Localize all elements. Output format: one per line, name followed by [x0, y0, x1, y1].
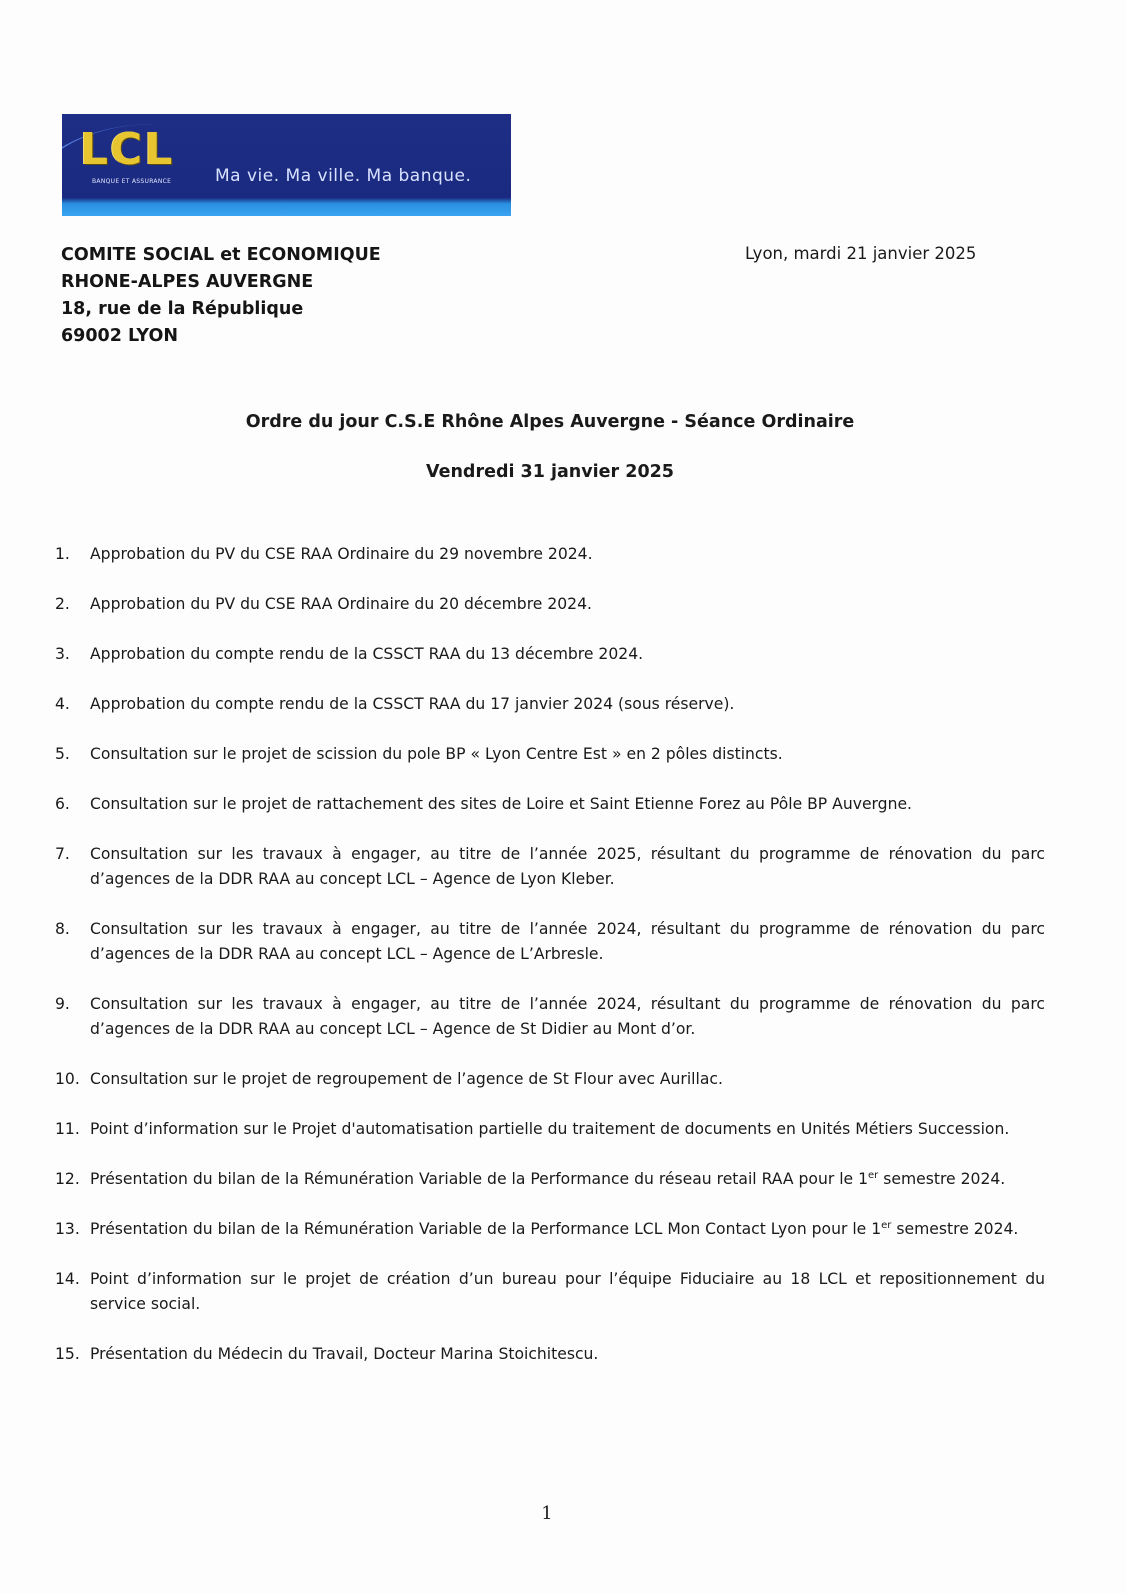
item-number: 11. [55, 1120, 80, 1138]
item-number: 1. [55, 545, 70, 563]
agenda-item [55, 992, 1045, 1042]
item-text-part: Présentation du bilan de la Rémunération Variable de la Performance LCL Mon Contact Lyon pour le 1 [90, 1220, 882, 1238]
item-text: Approbation du compte rendu de la CSSCT RAA du 17 janvier 2024 (sous réserve). [90, 695, 735, 713]
sender-city: 69002 LYON [61, 326, 178, 346]
item-text: Consultation sur le projet de rattachement des sites de Loire et Saint Etienne Forez au Pôle BP Auvergne. [90, 795, 913, 813]
agenda-item [55, 1117, 1045, 1142]
agenda-item [55, 1342, 1045, 1367]
item-text: Approbation du compte rendu de la CSSCT RAA du 13 décembre 2024. [90, 645, 644, 663]
item-text-part: semestre 2024. [891, 1220, 1019, 1238]
item-number: 7. [55, 845, 70, 863]
sender-address [61, 242, 381, 350]
item-text [90, 1167, 1045, 1192]
item-number: 13. [55, 1220, 80, 1238]
page-number: 1 [541, 1503, 553, 1524]
agenda-item [55, 1167, 1045, 1192]
sender-organization: COMITE SOCIAL et ECONOMIQUE [61, 245, 381, 265]
item-number: 10. [55, 1070, 80, 1088]
item-text: Consultation sur les travaux à engager, au titre de l’année 2024, résultant du programme de rénovation du parc d’agences de la DDR RAA au concept LCL – Agence de St Didier au Mont d’or. [90, 995, 1045, 1038]
item-number: 4. [55, 695, 70, 713]
agenda-item [55, 917, 1045, 967]
agenda-item [55, 742, 1045, 767]
sender-region: RHONE-ALPES AUVERGNE [61, 272, 314, 292]
agenda-item [55, 692, 1045, 717]
item-text: Présentation du Médecin du Travail, Docteur Marina Stoichitescu. [90, 1345, 599, 1363]
lcl-logo: LCL [80, 124, 175, 175]
item-text: Approbation du PV du CSE RAA Ordinaire du 29 novembre 2024. [90, 545, 593, 563]
agenda-item [55, 792, 1045, 817]
agenda-item [55, 842, 1045, 892]
letter-date: Lyon, mardi 21 janvier 2025 [745, 244, 977, 263]
banner-slogan: Ma vie. Ma ville. Ma banque. [215, 166, 472, 186]
item-text: Consultation sur le projet de regroupement de l’agence de St Flour avec Aurillac. [90, 1070, 723, 1088]
superscript: er [868, 1169, 879, 1181]
item-number: 8. [55, 920, 70, 938]
meeting-date: Vendredi 31 janvier 2025 [426, 462, 674, 482]
item-number: 14. [55, 1270, 80, 1288]
item-number: 6. [55, 795, 70, 813]
item-text-part: semestre 2024. [878, 1170, 1006, 1188]
item-number: 12. [55, 1170, 80, 1188]
item-number: 9. [55, 995, 70, 1013]
item-text: Approbation du PV du CSE RAA Ordinaire du 20 décembre 2024. [90, 595, 592, 613]
item-text: Consultation sur les travaux à engager, au titre de l’année 2025, résultant du programme de rénovation du parc d’agences de la DDR RAA au concept LCL – Agence de Lyon Kleber. [90, 845, 1045, 888]
logo-subtitle: BANQUE ET ASSURANCE [92, 178, 172, 185]
agenda-item [55, 592, 1045, 617]
agenda-item [55, 1217, 1045, 1242]
agenda-list [55, 542, 1045, 1392]
agenda-item [55, 1267, 1045, 1317]
item-number: 15. [55, 1345, 80, 1363]
item-text [90, 1217, 1045, 1242]
agenda-item [55, 642, 1045, 667]
lcl-banner [62, 114, 511, 216]
sender-street: 18, rue de la République [61, 299, 304, 319]
item-number: 2. [55, 595, 70, 613]
item-text: Consultation sur les travaux à engager, au titre de l’année 2024, résultant du programme de rénovation du parc d’agences de la DDR RAA au concept LCL – Agence de L’Arbresle. [90, 920, 1045, 963]
document-title: Ordre du jour C.S.E Rhône Alpes Auvergne - Séance Ordinaire [245, 412, 855, 432]
item-number: 3. [55, 645, 70, 663]
item-text: Point d’information sur le Projet d'automatisation partielle du traitement de documents en Unités Métiers Succession. [90, 1120, 1010, 1138]
superscript: er [881, 1219, 892, 1231]
agenda-item [55, 542, 1045, 567]
item-number: 5. [55, 745, 70, 763]
item-text-part: Présentation du bilan de la Rémunération Variable de la Performance du réseau retail RAA pour le 1 [90, 1170, 869, 1188]
item-text: Point d’information sur le projet de création d’un bureau pour l’équipe Fiduciaire au 18 LCL et repositionnement du service social. [90, 1270, 1045, 1313]
item-text: Consultation sur le projet de scission du pole BP « Lyon Centre Est » en 2 pôles distincts. [90, 745, 783, 763]
agenda-item [55, 1067, 1045, 1092]
